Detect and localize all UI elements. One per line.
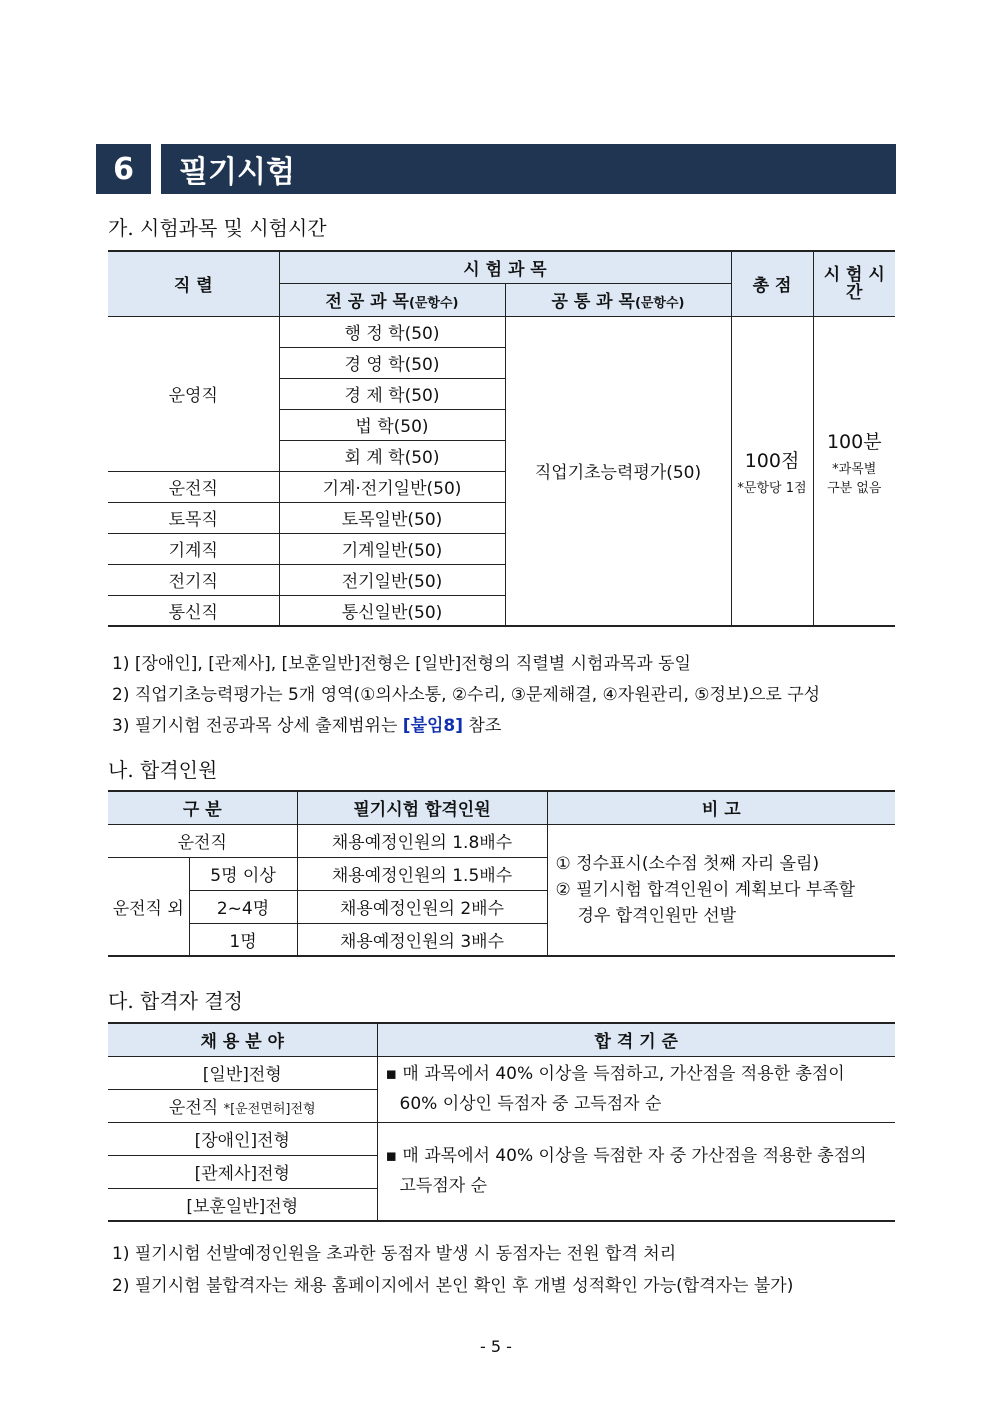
remark-2b: 경우 합격인원만 선발 xyxy=(577,905,737,926)
total-score: 100점 xyxy=(744,449,800,472)
remark-2a: ② 필기시험 합격인원이 계획보다 부족할 xyxy=(555,879,856,900)
position-cell: 토목직 xyxy=(108,502,279,533)
subsection-heading-a: 가. 시험과목 및 시험시간 xyxy=(108,216,327,240)
header-remark: 비 고 xyxy=(547,791,895,824)
field-cell: [보훈일반]전형 xyxy=(108,1188,377,1221)
pass-value: 채용예정인원의 2배수 xyxy=(297,890,547,923)
section-title: 필기시험 xyxy=(161,144,896,194)
note-c-1: 1) 필기시험 선발예정인원을 초과한 동점자 발생 시 동점자는 전원 합격 처리 xyxy=(112,1244,677,1264)
subject-cell: 기계일반(50) xyxy=(279,533,505,564)
total-note: *문항당 1점 xyxy=(737,480,807,496)
remark-cell xyxy=(547,824,895,956)
criteria-2b: 고득점자 순 xyxy=(399,1176,488,1197)
subsection-heading-b: 나. 합격인원 xyxy=(108,758,218,782)
header-field: 채 용 분 야 xyxy=(108,1023,377,1056)
field-cell: [일반]전형 xyxy=(108,1056,377,1089)
field-cell: [장애인]전형 xyxy=(108,1122,377,1155)
pass-value: 채용예정인원의 1.5배수 xyxy=(297,857,547,890)
note-c-2: 2) 필기시험 불합격자는 채용 홈페이지에서 본인 확인 후 개별 성적확인 가능(합격자는 불가) xyxy=(112,1276,794,1296)
criteria-1a: ▪ 매 과목에서 40% 이상을 득점하고, 가산점을 적용한 총점이 xyxy=(385,1064,845,1084)
subject-cell: 통신일반(50) xyxy=(279,595,505,626)
ops-subject: 경 영 학(50) xyxy=(279,347,505,378)
ops-subject: 경 제 학(50) xyxy=(279,378,505,409)
field-cell: 운전직 *[운전면허]전형 xyxy=(108,1089,377,1122)
range-cell: 2~4명 xyxy=(189,890,297,923)
section-number: 6 xyxy=(96,144,151,194)
criteria-cell-2 xyxy=(377,1122,895,1221)
pass-count-table xyxy=(108,790,895,957)
field-cell: [관제사]전형 xyxy=(108,1155,377,1188)
ops-subject: 행 정 학(50) xyxy=(279,316,505,347)
exam-subjects-table xyxy=(108,250,895,627)
time-note-2: 구분 없음 xyxy=(827,481,882,497)
note-a-1: 1) [장애인], [관제사], [보훈일반]전형은 [일반]전형의 직렬별 시험과목과 동일 xyxy=(112,654,691,674)
note-a-3: 3) 필기시험 전공과목 상세 출제범위는 [붙임8] 참조 xyxy=(112,716,502,736)
position-cell: 통신직 xyxy=(108,595,279,626)
ops-subject: 회 계 학(50) xyxy=(279,440,505,471)
pass-value: 채용예정인원의 1.8배수 xyxy=(297,824,547,857)
position-cell: 기계직 xyxy=(108,533,279,564)
header-category: 구 분 xyxy=(108,791,297,824)
header-common: 공 통 과 목(문항수) xyxy=(505,283,731,316)
total-score-cell xyxy=(731,316,813,626)
criteria-1b: 60% 이상인 득점자 중 고득점자 순 xyxy=(399,1094,662,1114)
position-cell: 전기직 xyxy=(108,564,279,595)
position-cell: 운전직 xyxy=(108,471,279,502)
category-driver: 운전직 xyxy=(108,824,297,857)
time-note-1: *과목별 xyxy=(832,462,877,478)
header-major: 전 공 과 목(문항수) xyxy=(279,283,505,316)
common-subject: 직업기초능력평가(50) xyxy=(505,316,731,626)
time-value: 100분 xyxy=(826,431,882,454)
remark-1: ① 정수표시(소수점 첫째 자리 올림) xyxy=(555,853,820,874)
header-time: 시 험 시 간 xyxy=(813,251,895,316)
range-cell: 5명 이상 xyxy=(189,857,297,890)
time-cell xyxy=(813,316,895,626)
subject-cell: 전기일반(50) xyxy=(279,564,505,595)
note-a-2: 2) 직업기초능력평가는 5개 영역(①의사소통, ②수리, ③문제해결, ④자원관리, ⑤정보)으로 구성 xyxy=(112,685,821,705)
header-position: 직 렬 xyxy=(108,251,279,316)
subsection-heading-c: 다. 합격자 결정 xyxy=(108,989,243,1013)
criteria-cell-1 xyxy=(377,1056,895,1122)
header-criteria: 합 격 기 준 xyxy=(377,1023,895,1056)
position-ops: 운영직 xyxy=(108,316,279,471)
criteria-2a: ▪ 매 과목에서 40% 이상을 득점한 자 중 가산점을 적용한 총점의 xyxy=(385,1146,867,1167)
ops-subject: 법 학(50) xyxy=(279,409,505,440)
category-other: 운전직 외 xyxy=(108,857,189,956)
header-pass-count: 필기시험 합격인원 xyxy=(297,791,547,824)
decision-table xyxy=(108,1022,895,1222)
header-total: 총 점 xyxy=(731,251,813,316)
header-subjects: 시 험 과 목 xyxy=(279,251,731,283)
appendix-link[interactable]: [붙임8] xyxy=(402,716,464,736)
subject-cell: 기계·전기일반(50) xyxy=(279,471,505,502)
subject-cell: 토목일반(50) xyxy=(279,502,505,533)
page-number: - 5 - xyxy=(480,1337,512,1356)
pass-value: 채용예정인원의 3배수 xyxy=(297,923,547,956)
range-cell: 1명 xyxy=(189,923,297,956)
